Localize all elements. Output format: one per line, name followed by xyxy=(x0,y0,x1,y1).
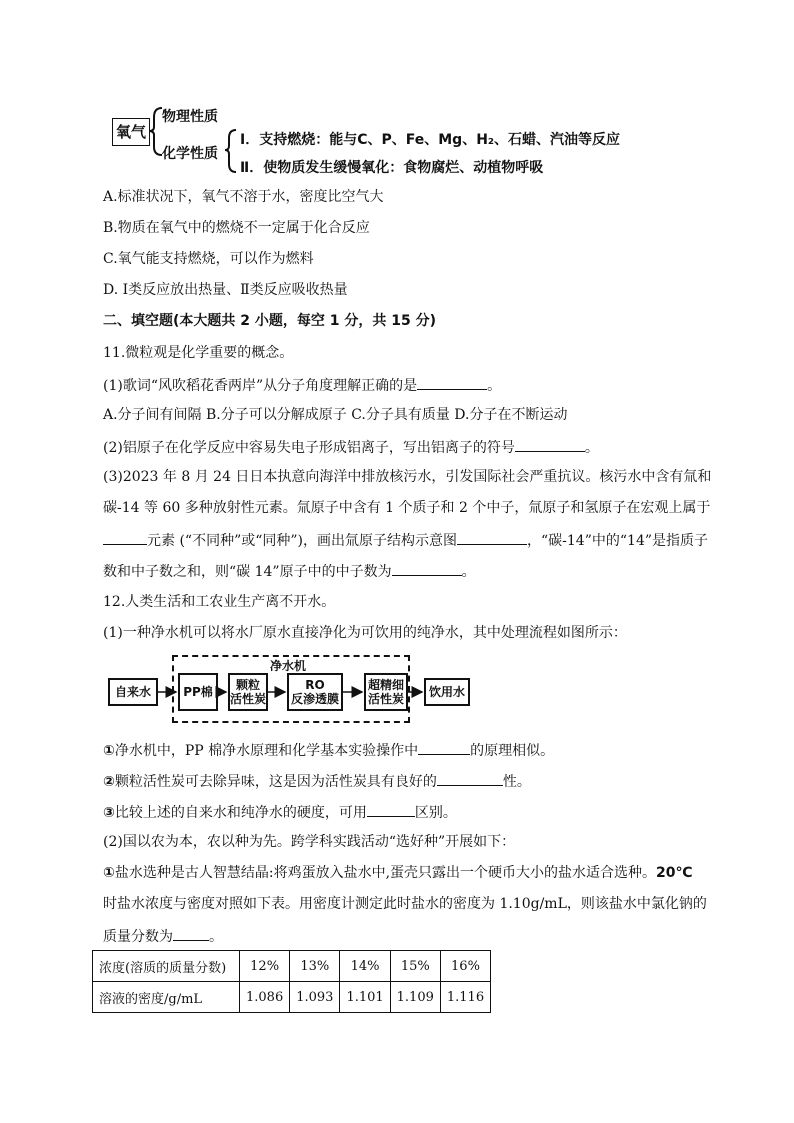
sub-number: ① xyxy=(103,743,115,759)
q12-sub2-end: 性。 xyxy=(502,774,531,790)
q11-part3-line2: 碳-14 等 60 多种放射性元素。氚原子中含有 1 个质子和 2 个中子，氚原子和氢原子在宏观上属于 xyxy=(103,500,711,516)
density-table xyxy=(92,950,491,1013)
ultrafine-line2: 活性炭 xyxy=(367,692,404,706)
q11-part3-line4-a: 数和中子数之和，则“碳 14”原子中的中子数为 xyxy=(103,564,392,580)
q11-part3-line3-b: ，“碳-14”中的“14”是指质子 xyxy=(527,533,709,549)
q12-sub4-line1 xyxy=(103,864,692,882)
q11-part3-line4-end: 。 xyxy=(461,564,476,580)
table-cell: 1.086 xyxy=(240,982,290,1013)
q11-part2-end: 。 xyxy=(584,440,599,456)
answer-blank[interactable] xyxy=(173,926,209,941)
drinking-water-box: 饮用水 xyxy=(424,678,470,706)
q12-sub4-line3 xyxy=(103,926,223,946)
chemical-property: 化学性质 xyxy=(162,146,218,162)
q11-stem: 11.微粒观是化学重要的概念。 xyxy=(103,345,294,361)
answer-blank[interactable] xyxy=(437,771,503,786)
table-cell: 1.101 xyxy=(340,982,390,1013)
q12-sub2-text: 颗粒活性炭可去除异味，这是因为活性炭具有良好的 xyxy=(114,774,437,790)
sub-number: ② xyxy=(103,774,115,790)
q12-sub2 xyxy=(103,771,531,791)
q10-option-c: C.氧气能支持燃烧，可以作为燃料 xyxy=(103,251,314,267)
q12-sub4-text: 盐水选种是古人智慧结晶:将鸡蛋放入盐水中,蛋壳只露出一个硬币大小的盐水适合选种。 xyxy=(114,865,657,881)
sub-number: ③ xyxy=(103,805,115,821)
tap-water-box: 自来水 xyxy=(108,678,158,706)
q10-option-d: D. Ⅰ类反应放出热量、Ⅱ类反应吸收热量 xyxy=(103,282,348,298)
table-cell: 12% xyxy=(240,951,290,982)
q12-sub3-end: 区别。 xyxy=(414,805,457,821)
q12-sub3-text: 比较上述的自来水和纯净水的硬度，可用 xyxy=(114,805,367,821)
q11-part1-end: 。 xyxy=(487,378,502,394)
table-cell: 1.093 xyxy=(290,982,340,1013)
q10-option-a: A.标准状况下，氧气不溶于水，密度比空气大 xyxy=(103,189,384,205)
table-row xyxy=(93,982,491,1013)
sub-number: ① xyxy=(103,865,115,881)
table-cell: 1.116 xyxy=(440,982,490,1013)
water-purifier-label: 净水机 xyxy=(270,659,307,673)
answer-blank[interactable] xyxy=(418,740,470,755)
table-cell: 14% xyxy=(340,951,390,982)
reaction-type-1: Ⅰ．支持燃烧：能与C、P、Fe、Mg、H₂、石蜡、汽油等反应 xyxy=(240,132,621,148)
table-cell: 16% xyxy=(440,951,490,982)
q11-part1-text: (1)歌词“风吹稻花香两岸”从分子角度理解正确的是 xyxy=(103,378,418,394)
pp-cotton-box: PP棉 xyxy=(178,673,218,711)
q11-part2-text: (2)铝原子在化学反应中容易失电子形成铝离子，写出铝离子的符号 xyxy=(103,440,515,456)
ultrafine-line1: 超精细 xyxy=(367,678,404,692)
q12-sub3 xyxy=(103,802,457,822)
q12-sub4-line3-text: 质量分数为 xyxy=(103,929,173,945)
answer-blank[interactable] xyxy=(367,802,415,817)
q12-stem: 12.人类生活和工农业生产离不开水。 xyxy=(103,594,336,610)
ro-line2: 反渗透膜 xyxy=(290,692,339,706)
q12-part2: (2)国以农为本，农以种为先。跨学科实践活动“选好种”开展如下： xyxy=(103,834,516,850)
q12-sub1-end: 的原理相似。 xyxy=(470,743,555,759)
q12-sub1 xyxy=(103,740,554,760)
table-row xyxy=(93,951,491,982)
q11-part3-line1: (3)2023 年 8 月 24 日日本执意向海洋中排放核污水，引发国际社会严重抗议。核污水中含有氚和 xyxy=(103,469,712,485)
q12-sub4-line2: 时盐水浓度与密度对照如下表。用密度计测定此时盐水的密度为 1.10g/mL，则该盐水中氯化钠的 xyxy=(103,896,707,912)
granular-carbon-line2: 活性炭 xyxy=(230,692,267,706)
q12-part1: (1)一种净水机可以将水厂原水直接净化为可饮用的纯净水，其中处理流程如图所示： xyxy=(103,625,627,641)
granular-carbon-line1: 颗粒 xyxy=(235,678,260,692)
table-cell: 13% xyxy=(290,951,340,982)
q11-part3-line3-a: 元素 (“不同种”或“同种”)，画出氚原子结构示意图 xyxy=(147,533,458,549)
physical-property: 物理性质 xyxy=(162,109,218,125)
oxygen-label-box: 氧气 xyxy=(112,118,150,146)
q12-sub1-text: 净水机中，PP 棉净水原理和化学基本实验操作中 xyxy=(114,743,419,759)
table-header-cell: 溶液的密度/g/mL xyxy=(93,982,240,1013)
section-title: 二、填空题(本大题共 2 小题，每空 1 分，共 15 分) xyxy=(103,313,437,329)
q10-option-b: B.物质在氧气中的燃烧不一定属于化合反应 xyxy=(103,220,370,236)
temperature: 20℃ xyxy=(656,865,693,881)
table-header-cell: 浓度(溶质的质量分数) xyxy=(93,951,240,982)
table-cell: 1.109 xyxy=(390,982,440,1013)
reaction-type-2: Ⅱ．使物质发生缓慢氧化：食物腐烂、动植物呼吸 xyxy=(240,160,544,176)
ro-line1: RO xyxy=(305,678,325,692)
table-cell: 15% xyxy=(390,951,440,982)
q12-sub4-line3-end: 。 xyxy=(209,929,223,945)
q11-part1-options: A.分子间有间隔 B.分子可以分解成原子 C.分子具有质量 D.分子在不断运动 xyxy=(103,407,568,423)
